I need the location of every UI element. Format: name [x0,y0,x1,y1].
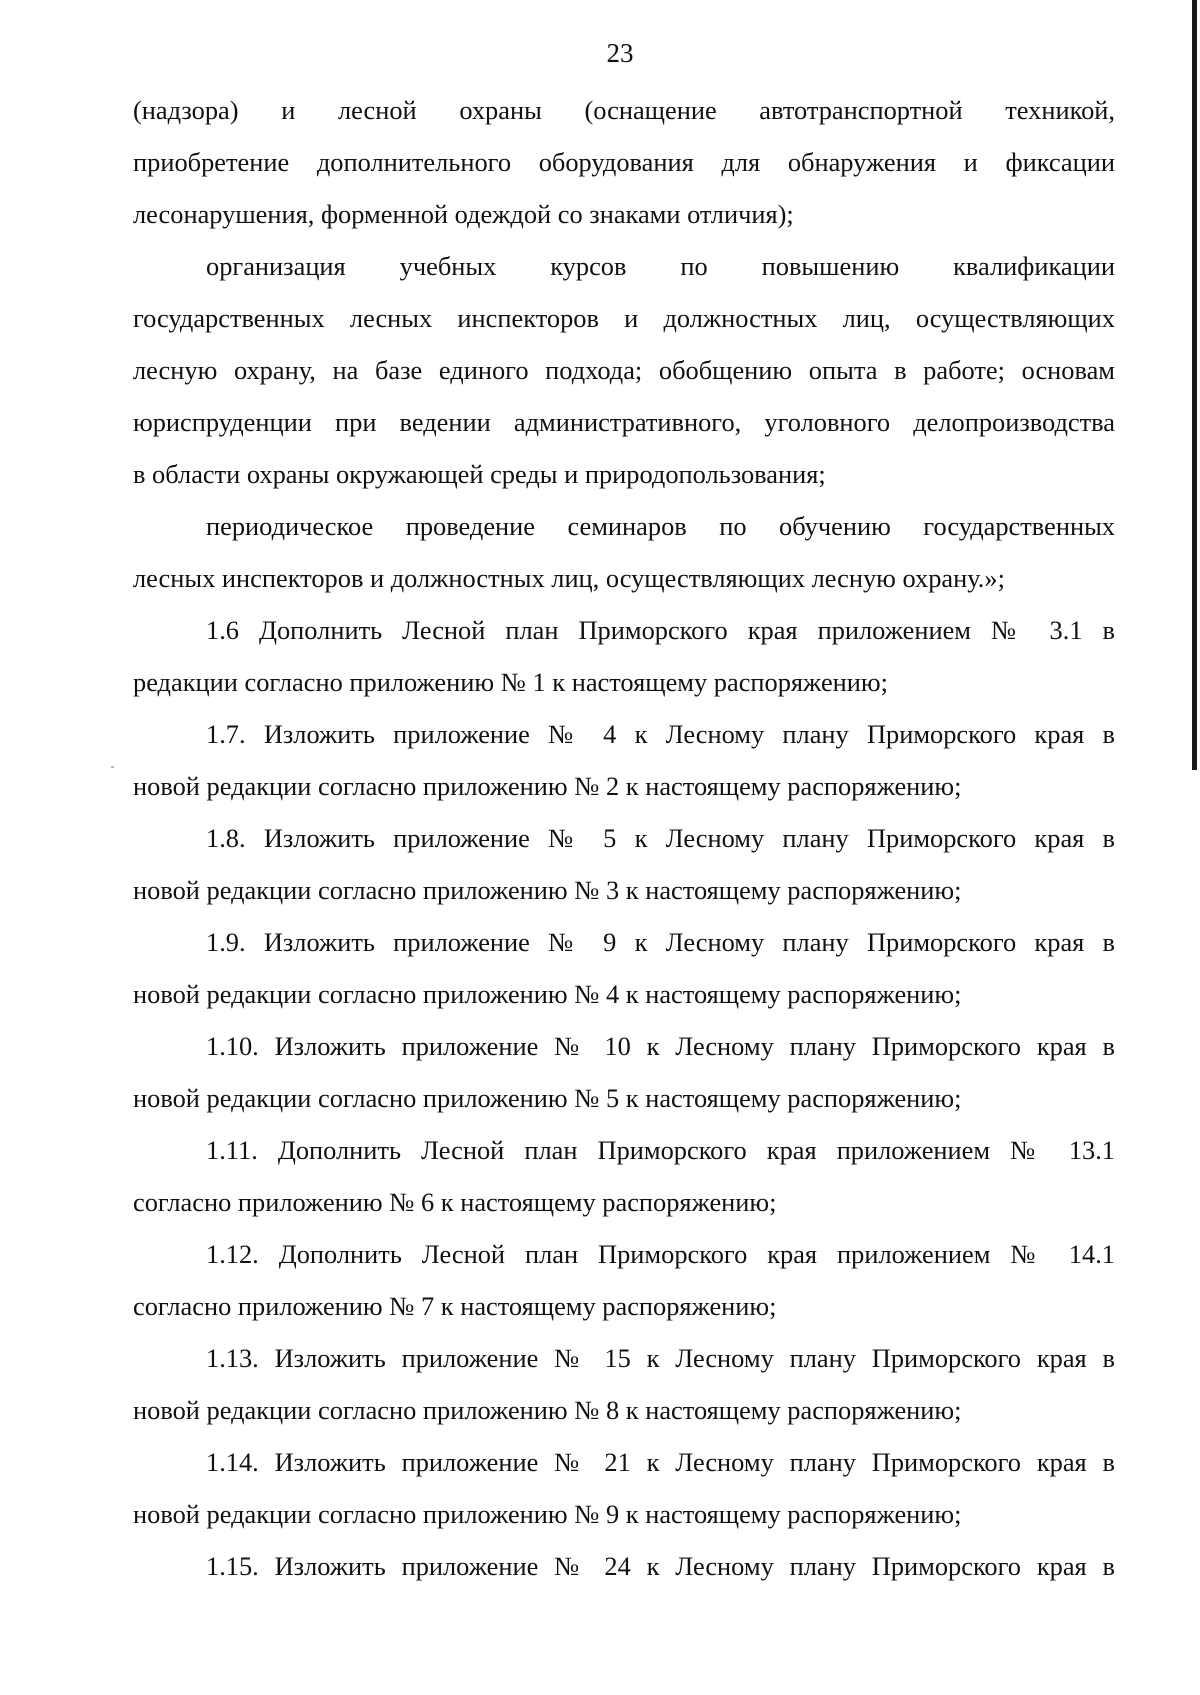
text-line: новой редакции согласно приложению № 2 к настоящему распоряжению; [133,771,962,801]
text-line: 1.14. Изложить приложение № 21 к Лесному плану Приморского края в [206,1447,1115,1477]
text-line: 1.15. Изложить приложение № 24 к Лесному плану Приморского края в [206,1551,1115,1581]
text-line: юриспруденции при ведении административного, уголовного делопроизводства [133,407,1115,437]
text-line: (надзора) и лесной охраны (оснащение автотранспортной техникой, [133,95,1115,125]
text-line: 1.6 Дополнить Лесной план Приморского края приложением № 3.1 в [206,615,1115,645]
text-line: организация учебных курсов по повышению квалификации [206,251,1115,281]
text-line: приобретение дополнительного оборудования для обнаружения и фиксации [133,147,1115,177]
text-line: новой редакции согласно приложению № 5 к настоящему распоряжению; [133,1083,962,1113]
text-line: согласно приложению № 6 к настоящему распоряжению; [133,1187,777,1217]
text-line: новой редакции согласно приложению № 3 к настоящему распоряжению; [133,875,962,905]
text-line: периодическое проведение семинаров по обучению государственных [206,511,1115,541]
scan-edge-mark [1192,0,1197,770]
text-line: 1.10. Изложить приложение № 10 к Лесному плану Приморского края в [206,1031,1115,1061]
text-line: новой редакции согласно приложению № 9 к настоящему распоряжению; [133,1499,962,1529]
text-line: согласно приложению № 7 к настоящему распоряжению; [133,1291,777,1321]
text-line: 1.7. Изложить приложение № 4 к Лесному плану Приморского края в [206,719,1115,749]
text-line: редакции согласно приложению № 1 к настоящему распоряжению; [133,667,888,697]
text-line: 1.11. Дополнить Лесной план Приморского края приложением № 13.1 [206,1135,1115,1165]
text-line: лесонарушения, форменной одеждой со знаками отличия); [133,199,794,229]
page-number: 23 [606,38,634,68]
text-line: государственных лесных инспекторов и должностных лиц, осуществляющих [133,303,1115,333]
text-line: лесную охрану, на базе единого подхода; обобщению опыта в работе; основам [133,355,1115,385]
text-line: 1.9. Изложить приложение № 9 к Лесному плану Приморского края в [206,927,1115,957]
scan-speck [111,766,114,768]
text-line: в области охраны окружающей среды и природопользования; [133,459,826,489]
text-line: новой редакции согласно приложению № 8 к настоящему распоряжению; [133,1395,962,1425]
text-line: 1.8. Изложить приложение № 5 к Лесному плану Приморского края в [206,823,1115,853]
text-line: 1.12. Дополнить Лесной план Приморского края приложением № 14.1 [206,1239,1115,1269]
document-body [133,84,1115,1592]
text-line: новой редакции согласно приложению № 4 к настоящему распоряжению; [133,979,962,1009]
text-line: лесных инспекторов и должностных лиц, осуществляющих лесную охрану.»; [133,563,1005,593]
text-line: 1.13. Изложить приложение № 15 к Лесному плану Приморского края в [206,1343,1115,1373]
